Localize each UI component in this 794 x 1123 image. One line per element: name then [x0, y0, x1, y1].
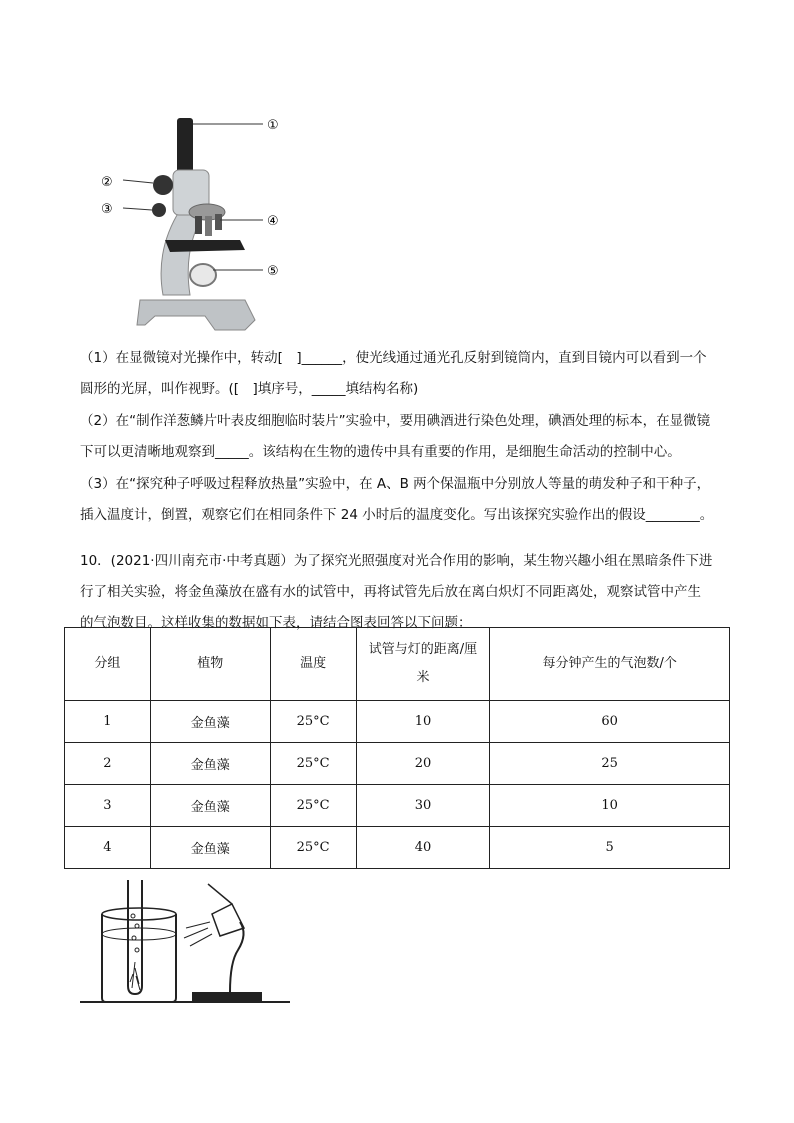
cell-group: 2 — [65, 743, 151, 785]
table-header-row — [65, 628, 730, 701]
question-3-line-2: 插入温度计，倒置，观察它们在相同条件下 24 小时后的温度变化。写出该探究实验作出的假设________。 — [80, 507, 714, 523]
question-2-line-1: （2）在“制作洋葱鳞片叶表皮细胞临时装片”实验中，要用碘酒进行染色处理，碘酒处理的标本，在显微镜 — [80, 413, 711, 429]
table-row — [65, 827, 730, 869]
cell-group: 3 — [65, 785, 151, 827]
table-row — [65, 785, 730, 827]
table-row — [65, 701, 730, 743]
label-2: ② — [101, 175, 113, 190]
table-row — [65, 743, 730, 785]
header-group: 分组 — [65, 628, 151, 701]
cell-bubbles: 25 — [490, 743, 730, 785]
cell-temperature: 25°C — [270, 743, 356, 785]
label-4: ④ — [267, 214, 279, 229]
cell-bubbles: 60 — [490, 701, 730, 743]
label-1: ① — [267, 118, 279, 133]
question-1-line-2: 圆形的光屏，叫作视野。([ ]填序号，_____填结构名称) — [80, 381, 419, 397]
cell-distance: 40 — [356, 827, 490, 869]
cell-bubbles: 5 — [490, 827, 730, 869]
cell-temperature: 25°C — [270, 785, 356, 827]
header-plant: 植物 — [150, 628, 270, 701]
cell-temperature: 25°C — [270, 827, 356, 869]
question-2 — [80, 406, 730, 468]
cell-plant: 金鱼藻 — [150, 785, 270, 827]
question-1 — [80, 343, 730, 405]
cell-plant: 金鱼藻 — [150, 827, 270, 869]
cell-distance: 30 — [356, 785, 490, 827]
question-10 — [80, 515, 730, 639]
question-1-line-1: （1）在显微镜对光操作中，转动[ ]______，使光线通过通光孔反射到镜筒内，直到目镜内可以看到一个 — [80, 350, 707, 366]
cell-plant: 金鱼藻 — [150, 743, 270, 785]
question-10-line-2: 行了相关实验，将金鱼藻放在盛有水的试管中，再将试管先后放在离白炽灯不同距离处，观察试管中产生 — [80, 584, 701, 600]
header-bubbles: 每分钟产生的气泡数/个 — [490, 628, 730, 701]
cell-distance: 20 — [356, 743, 490, 785]
cell-distance: 10 — [356, 701, 490, 743]
question-10-line-1: 10．(2021·四川南充市·中考真题）为了探究光照强度对光合作用的影响，某生物兴趣小组在黑暗条件下进 — [80, 553, 713, 569]
experiment-figure — [80, 876, 300, 1008]
microscope-figure — [95, 110, 305, 340]
question-3-line-1: （3）在“探究种子呼吸过程释放热量”实验中，在 A、B 两个保温瓶中分别放人等量的萌发种子和干种子， — [80, 476, 711, 492]
data-table — [64, 627, 730, 869]
cell-bubbles: 10 — [490, 785, 730, 827]
label-5: ⑤ — [267, 264, 279, 279]
cell-temperature: 25°C — [270, 701, 356, 743]
header-temperature: 温度 — [270, 628, 356, 701]
header-distance: 试管与灯的距离/厘米 — [356, 628, 490, 701]
cell-group: 4 — [65, 827, 151, 869]
question-2-line-2: 下可以更清晰地观察到_____。该结构在生物的遗传中具有重要的作用，是细胞生命活动的控制中心。 — [80, 444, 681, 460]
cell-plant: 金鱼藻 — [150, 701, 270, 743]
question-10-line-3: 的气泡数目。这样收集的数据如下表，请结合图表回答以下问题： — [80, 615, 472, 631]
cell-group: 1 — [65, 701, 151, 743]
label-3: ③ — [101, 202, 113, 217]
